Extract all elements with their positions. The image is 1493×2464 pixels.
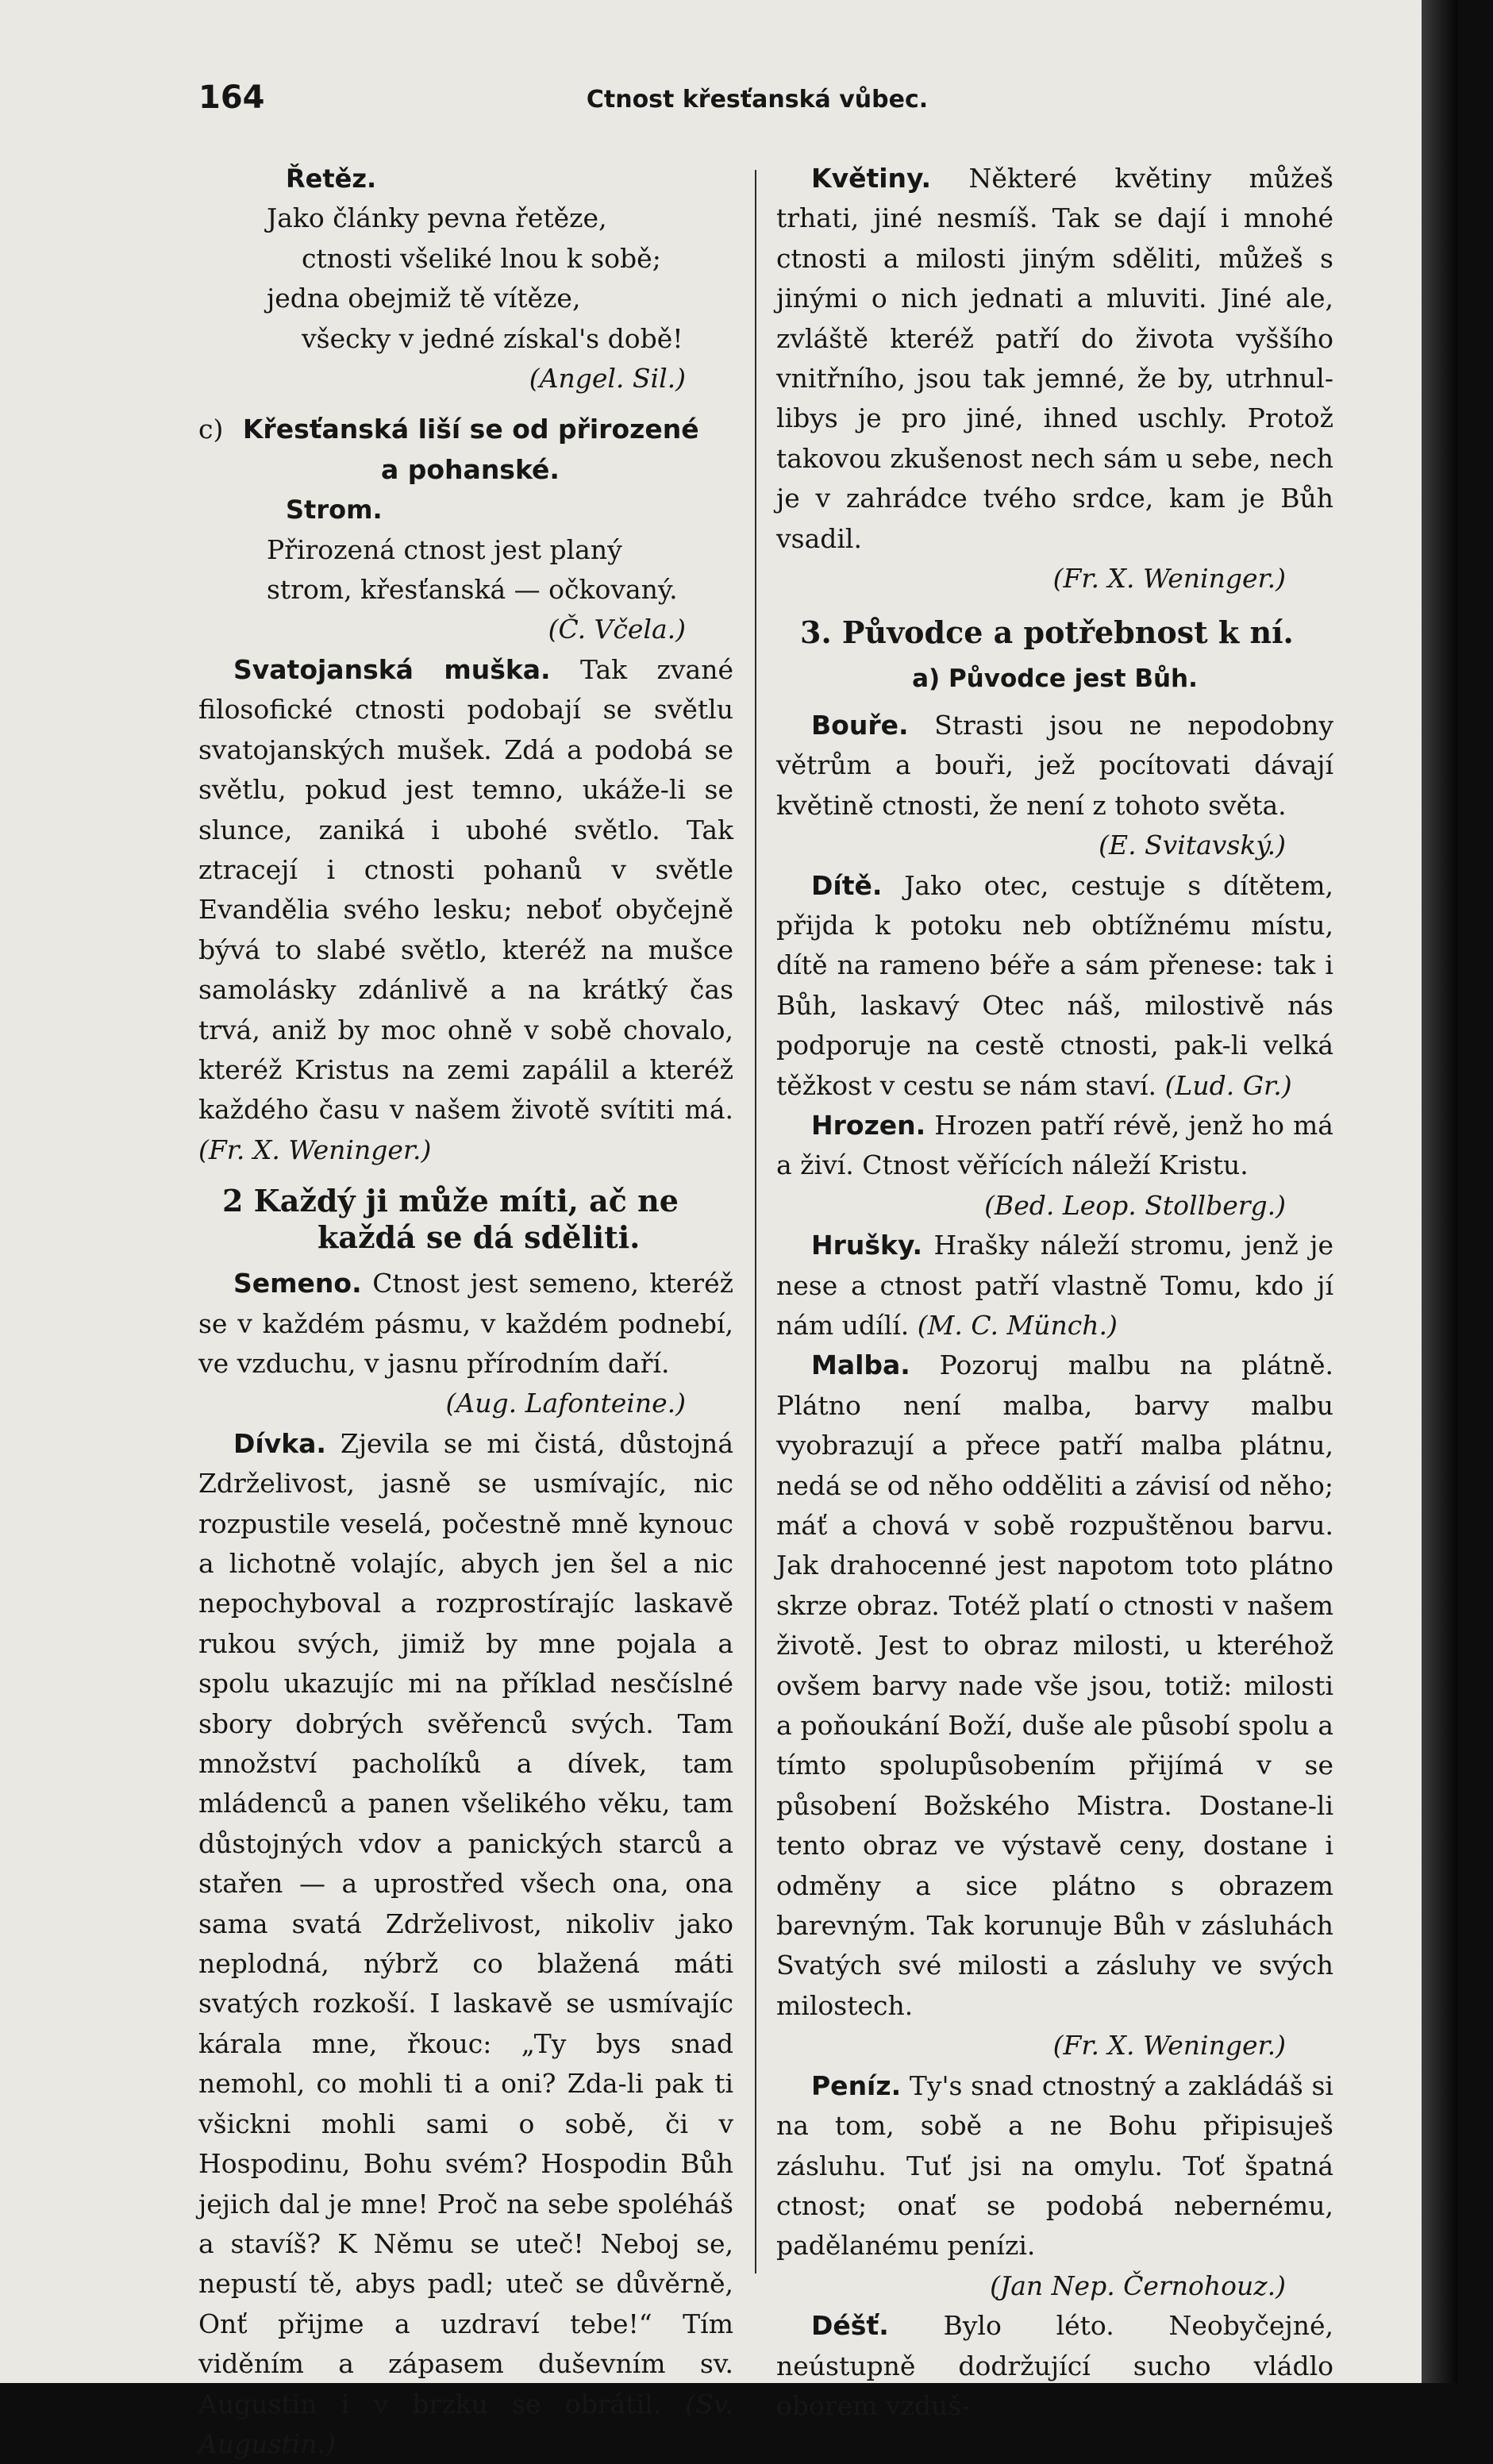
entry-divka [198,1424,733,2464]
source-citation: (M. C. Münch.) [917,1309,1118,1341]
entry-text: Ctnost jest semeno, kteréž se v každém pásmu, v každém podnebí, ve vzduchu, v jasnu přírodním daří. [198,1268,733,1379]
section-c-title: Křesťanská liší se od přirozené [242,414,699,445]
source-citation: (E. Svitavský.) [1099,830,1286,861]
source-citation: (Angel. Sil.) [529,363,686,395]
entry-text: Tak zvané filosofické ctnosti podobají se světlu svatojanských mušek. Zdá a podobá se světlu, pokud jest temno, ukáže-li se slunce, zaniká i ubohé světlo. Tak ztracejí i ctnosti pohanů v světle Evandělia svého lesku; neboť obyčejně bývá to slabé světlo, kteréž na mušce samolásky zdánlivě a na krátký čas trvá, aniž by moc ohně v sobě chovalo, kteréž Kristus na zemi zapálil a kteréž každého času v našem životě svítiti má. [198,653,733,1126]
right-column [776,159,1333,2426]
section-2-heading [198,1183,733,1256]
entry-head: Dítě. [811,869,883,901]
entry-head: Bouře. [811,709,909,741]
section-c-title-line2: a pohanské. [381,453,560,485]
entry-dite [776,866,1333,1106]
entry-text: Hrašky náleží stromu, jenž je nese a ctnost patří vlastně Tomu, kdo jí nám udílí. [776,1230,1334,1341]
entry-head: Peníz. [811,2069,902,2101]
source-citation: (Lud. Gr.) [1164,1069,1292,1101]
page-number: 164 [198,79,265,116]
entry-svatojanska-muska [198,650,733,1170]
source-citation: (Fr. X. Weninger.) [198,1134,432,1165]
section-2-line2: každá se dá sděliti. [317,1219,641,1256]
entry-head: Dívka. [233,1427,326,1459]
entry-dest [776,2306,1333,2426]
section-c-heading [198,410,733,449]
verse-line: strom, křesťanská — očkovaný. [267,574,678,606]
entry-title-retez: Řetěz. [286,164,377,194]
source-citation: (Sv. Augustin.) [198,2388,733,2459]
verse-line: Jako články pevna řetěze, [267,202,607,234]
entry-head: Semeno. [233,1268,362,1299]
entry-text: Bylo léto. Neobyčejné, neústupně dodržující sucho vládlo oborem vzduš- [776,2310,1333,2421]
source-citation: (Fr. X. Weninger.) [1052,2030,1286,2062]
verse-line: ctnosti všeliké lnou k sobě; [302,242,661,274]
entry-text: Některé květiny můžeš trhati, jiné nesmíš. Tak se dají i mnohé ctnosti a milosti jiným sděliti, můžeš s jinými o nich jednati a mluviti. Jiné ale, zvláště kteréž patří do života vyššího vnitřního, jsou tak jemné, že by, utrhnul-libys je pro jiné, ihned uschly. Protož takovou zkušenost nech sám u sebe, nech je v zahrádce tvého srdce, kam je Bůh vsadil. [776,163,1333,554]
entry-title-strom: Strom. [286,495,383,526]
entry-head: Hrušky. [811,1230,922,1261]
verse-line: všecky v jedné získal's době! [302,322,683,354]
section-c-prefix: c) [198,414,224,445]
entry-text: Strasti jsou ne nepodobny větrům a bouři, jež pocítovati dávají květině ctnosti, že není z tohoto světa. [776,709,1333,821]
section-3-heading: 3. Původce a potřebnost k ní. [800,614,1294,651]
page-header [198,79,1316,127]
entry-text: Ty's snad ctnostný a zakládáš si na tom, sobě a ne Bohu připisuješ zásluhu. Tuť jsi na omylu. Toť špatná ctnost; onať se podobá nebernému, padělanému penízi. [776,2069,1333,2262]
running-title: Ctnost křesťanská vůbec. [586,86,929,114]
left-column [198,159,733,2464]
entry-head: Malba. [811,1349,910,1381]
entry-text: Pozoruj malbu na plátně. Plátno není malba, barvy malbu vyobrazují a přece patří malba plátnu, nedá se od něho odděliti a závisí od něho; máť a chová v sobě rozpuštěnou barvu. Jak drahocenné jest napotom toto plátno skrze obraz. Totéž platí o ctnosti v našem životě. Jest to obraz milosti, u kteréhož ovšem barvy nade vše jsou, totiž: milosti a poňoukání Boží, duše ale působí spolu a tímto spolupůsobením přijímá v se působení Božského Mistra. Dostane-li tento obraz ve výstavě ceny, dostane i odměny a sice plátno s obrazem barevným. Tak korunuje Bůh v zásluhách Svatých své milosti a zásluhy ve svých milostech. [776,1349,1333,2021]
section-a-heading: a) Původce jest Bůh. [912,664,1198,694]
entry-text: Jako otec, cestuje s dítětem, přijda k potoku neb obtížnému místu, dítě na rameno béře a sám přenese: tak i Bůh, laskavý Otec náš, milostivě nás podporuje na cestě ctnosti, pak-li velká těžkost v cestu se nám staví. [776,869,1333,1101]
verse-line: jedna obejmiž tě vítěze, [267,283,581,314]
entry-hrozen [776,1106,1333,1186]
page-edge-shadow [1422,0,1457,2383]
entry-hrusky [776,1226,1333,1346]
entry-head: Déšť. [811,2310,889,2342]
entry-head: Svatojanská muška. [233,653,551,685]
column-divider [755,170,756,2273]
entry-boure [776,706,1333,826]
entry-kvetiny [776,159,1333,559]
source-citation: (Aug. Lafonteine.) [445,1388,686,1419]
source-citation: (Jan Nep. Černohouz.) [990,2270,1286,2301]
source-citation: (Bed. Leop. Stollberg.) [984,1189,1286,1221]
section-2-line1: 2 Každý ji může míti, ač ne [222,1183,679,1219]
source-citation: (Č. Včela.) [548,614,686,645]
entry-malba [776,1346,1333,2026]
source-citation: (Fr. X. Weninger.) [1052,563,1286,595]
entry-text: Zjevila se mi čistá, důstojná Zdrželivost, jasně se usmívajíc, nic rozpustile veselá, počestně mně kynouc a lichotně volajíc, abych jen šel a nic nepochyboval a rozprostírajíc laskavě rukou svých, jimiž by mne pojala a spolu ukazujíc mi na příklad nesčíslné sbory dobrých svěřenců svých. Tam množství pacholíků a dívek, tam mládenců a panen všelikého věku, tam důstojných vdov a panických starců a stařen — a uprostřed všech ona, ona sama svatá Zdrželivost, nikoliv jako neplodná, nýbrž co blažená máti svatých rozkoší. I laskavě se usmívajíc kárala mne, řkouc: „Ty bys snad nemohl, co mohli ti a oni? Zda-li pak ti všickni mohli sami o sobě, či v Hospodinu, Bohu svém? Hospodin Bůh jejich dal je mne! Proč na sebe spoléháš a stavíš? K Němu se uteč! Neboj se, nepustí tě, abys padl; uteč se důvěrně, Onť přijme a uzdraví tebe!“ Tím viděním a zápasem duševním sv. Augustin i v brzku se obrátil. [198,1427,733,2420]
entry-peniz [776,2066,1333,2266]
verse-line: Přirozená ctnost jest planý [267,533,622,565]
entry-semeno [198,1264,733,1384]
entry-head: Květiny. [811,163,932,194]
entry-text: Hrozen patří révě, jenž ho má a živí. Ctnost věřících náleží Kristu. [776,1109,1333,1181]
entry-head: Hrozen. [811,1109,926,1141]
